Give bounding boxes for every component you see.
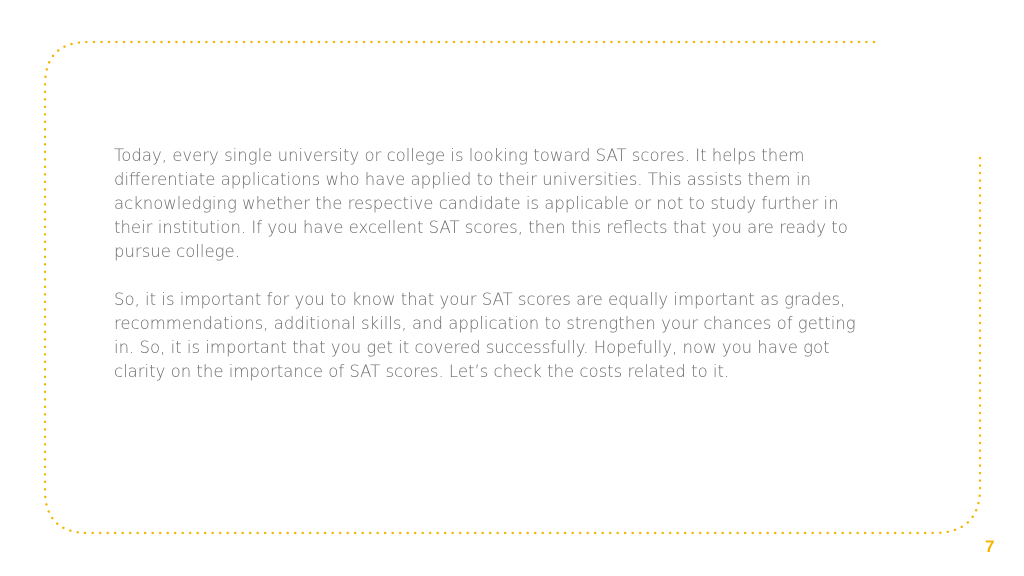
paragraph-sat-conclusion: So, it is important for you to know that your SAT scores are equally important as grades, recommendations, additional skills, and application to strengthen your chances of getting in. So, it is important that you get it covered successfully. Hopefully, now you have got clarity on the importance of SAT scores. Let’s check the costs related to it. <box>114 290 856 381</box>
paragraph-sat-importance: Today, every single university or college is looking toward SAT scores. It helps them differentiate applications who have applied to their universities. This assists them in acknowledging whether the respective candidate is applicable or not to study further in their institution. If you have excellent SAT scores, then this reflects that you are ready to pursue college. <box>114 146 848 261</box>
page-number: 7 <box>985 537 995 556</box>
body-text <box>114 144 874 384</box>
